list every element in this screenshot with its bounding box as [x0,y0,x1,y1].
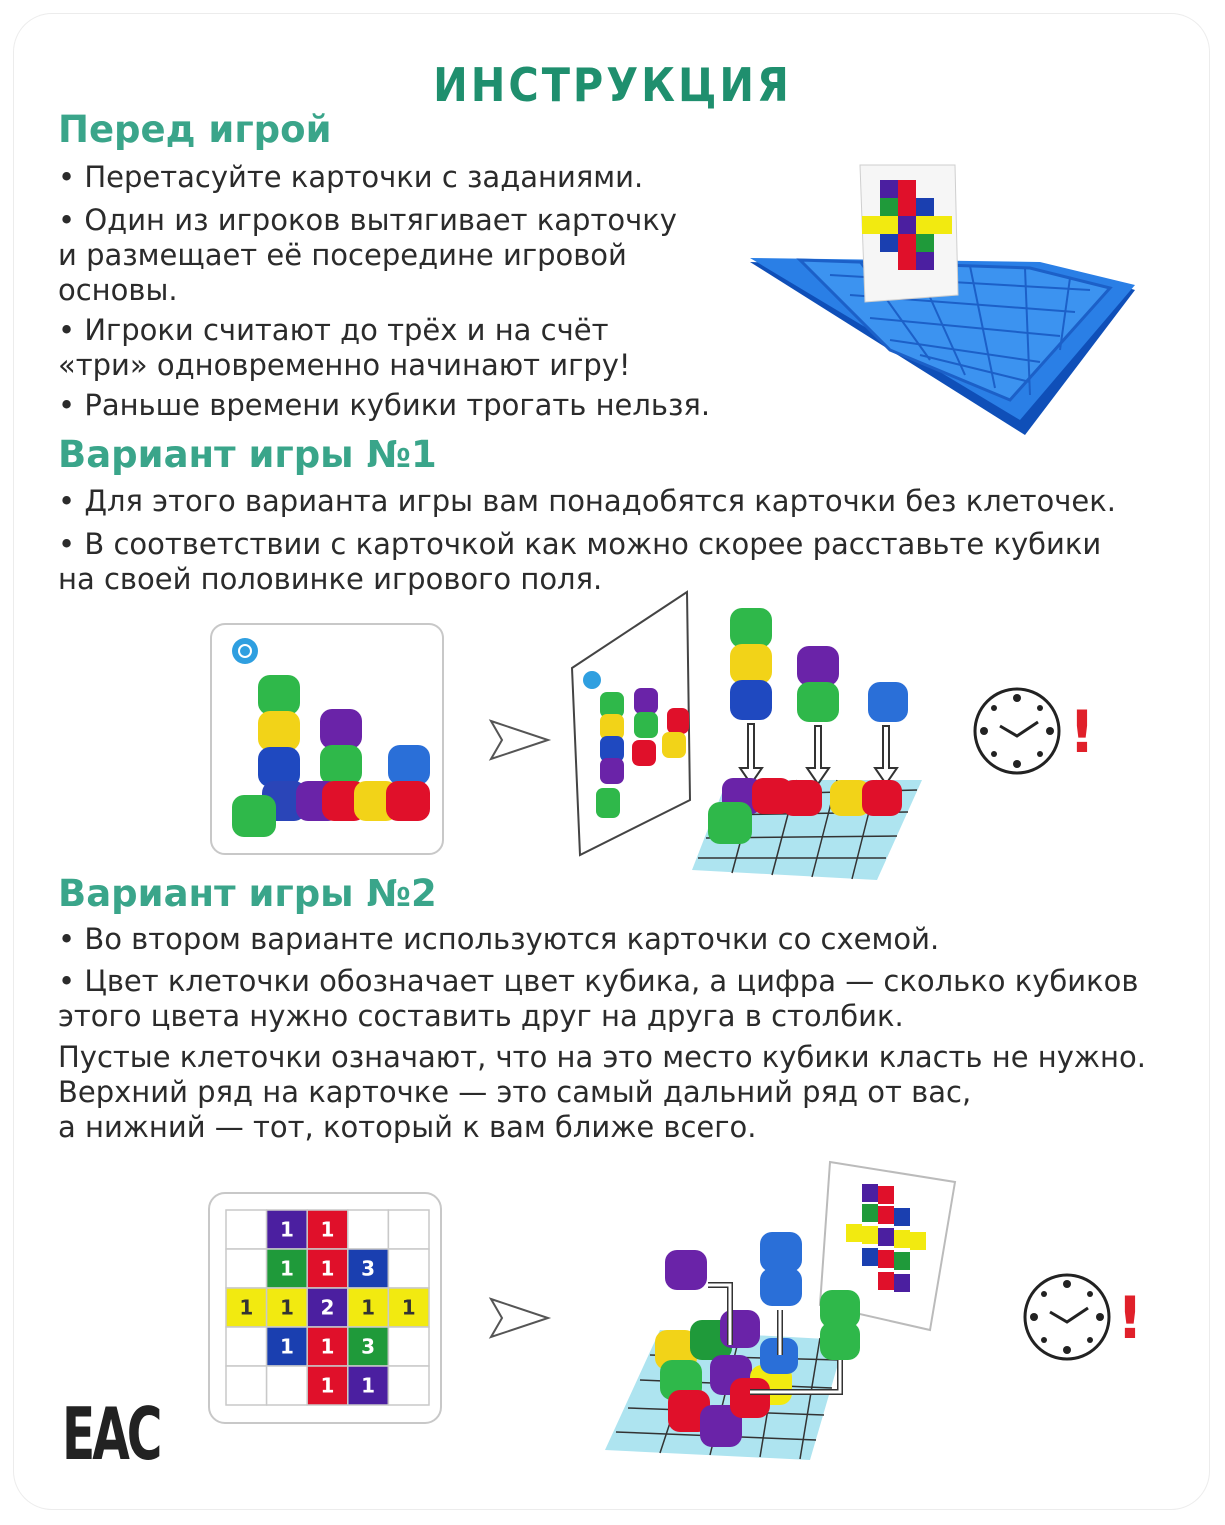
scheme-cell [226,1210,267,1249]
variant2-paragraph: Пустые клеточки означают, что на это место кубики класть не нужно. Верхний ряд на карточке — это самый дальний ряд от вас, а нижний — тот, который к вам ближе всего. [58,1040,1146,1144]
game-board-illustration [740,150,1140,435]
scheme-cell-number: 1 [239,1295,254,1320]
scheme-cell [388,1366,429,1405]
heading-before-game: Перед игрой [58,108,332,151]
scheme-cell-number: 3 [361,1256,376,1281]
heading-variant-2: Вариант игры №2 [58,872,437,915]
clock-icon [1022,1272,1112,1362]
svg-text:!: ! [1068,698,1096,766]
heading-variant-1: Вариант игры №1 [58,433,437,476]
variant1-item-1: • Для этого варианта игры вам понадобятся карточки без клеточек. [58,484,1116,519]
scheme-cell-number: 1 [361,1373,376,1398]
scheme-cell [226,1327,267,1366]
scheme-cell-number: 1 [320,1256,335,1281]
variant2-placement-illustration [600,1160,960,1460]
scheme-cell-number: 1 [320,1373,335,1398]
arrow-right-icon [488,1296,552,1340]
page-title: ИНСТРУКЦИЯ [433,58,792,112]
eac-logo: EAC [62,1392,160,1476]
scheme-cell-number: 1 [279,1217,294,1242]
clock-icon [972,686,1062,776]
scheme-cell-number: 1 [401,1295,416,1320]
scheme-cell [348,1210,389,1249]
exclamation-icon [1068,698,1096,766]
scheme-cell [226,1249,267,1288]
scheme-cell [388,1210,429,1249]
scheme-card [208,1192,443,1424]
scheme-cell-number: 1 [320,1217,335,1242]
variant1-task-card [210,623,445,855]
variant2-item-1: • Во втором варианте используются карточки со схемой. [58,922,939,957]
scheme-cell-number: 1 [320,1334,335,1359]
scheme-cell-number: 2 [320,1295,335,1320]
scheme-cell [267,1366,308,1405]
scheme-cell-number: 1 [361,1295,376,1320]
variant2-item-2: • Цвет клеточки обозначает цвет кубика, а цифра — сколько кубиков этого цвета нужно составить друг на друга в столбик. [58,964,1138,1034]
arrow-right-icon [488,718,552,762]
variant1-item-2: • В соответствии с карточкой как можно скорее расставьте кубики на своей половинке игрового поля. [58,527,1101,597]
scheme-cell-number: 1 [279,1334,294,1359]
exclamation-icon [1116,1284,1144,1352]
before-item-3: • Игроки считают до трёх и на счёт «три» одновременно начинают игру! [58,313,631,383]
before-item-2: • Один из игроков вытягивает карточку и размещает её посередине игровой основы. [58,203,677,308]
scheme-cell-number: 1 [279,1256,294,1281]
before-item-1: • Перетасуйте карточки с заданиями. [58,160,643,195]
scheme-cell-number: 3 [361,1334,376,1359]
variant1-placement-illustration [572,590,932,880]
scheme-cell [388,1249,429,1288]
svg-text:!: ! [1116,1284,1144,1352]
scheme-cell-number: 1 [279,1295,294,1320]
scheme-cell [388,1327,429,1366]
before-item-4: • Раньше времени кубики трогать нельзя. [58,388,710,423]
scheme-cell [226,1366,267,1405]
